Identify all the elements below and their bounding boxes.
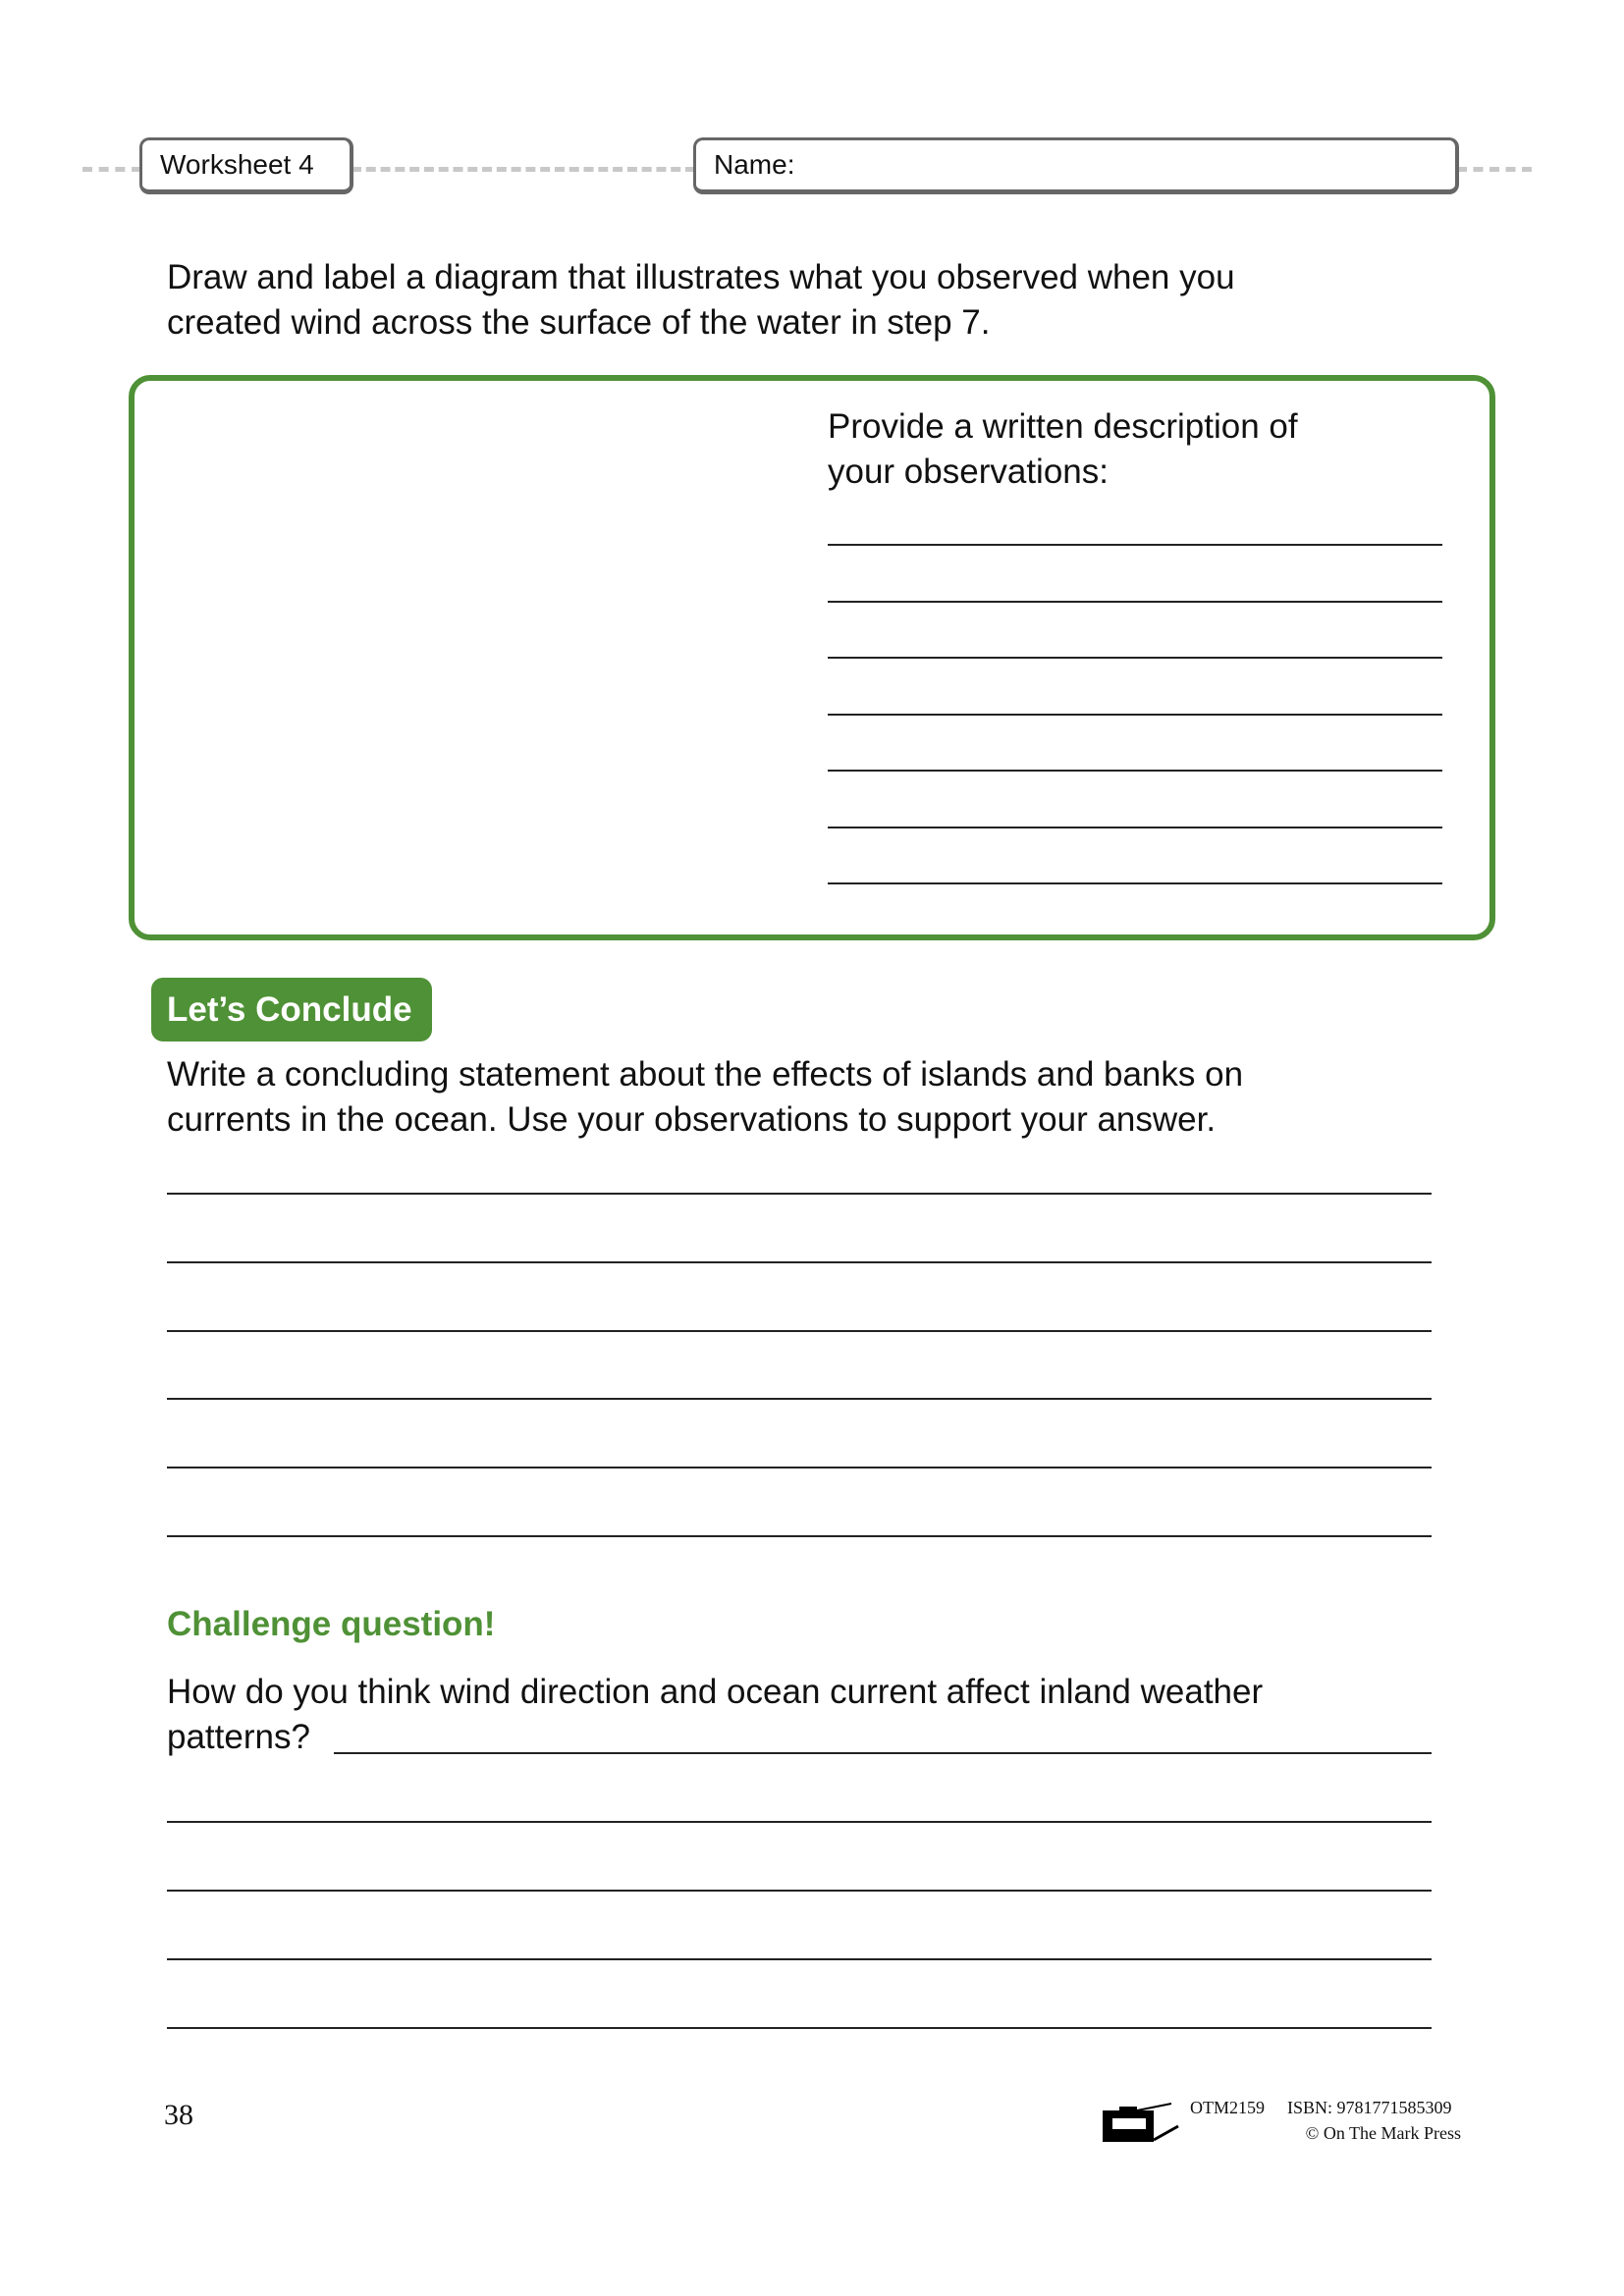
header-dashed-line-middle	[352, 167, 695, 172]
prompt-line: Provide a written description of	[828, 407, 1298, 446]
header-dashed-line-right	[1457, 167, 1532, 172]
worksheet-label: Worksheet 4	[160, 149, 314, 180]
answer-line[interactable]	[828, 882, 1442, 884]
answer-line[interactable]	[828, 770, 1442, 772]
answer-line[interactable]	[167, 2027, 1432, 2029]
challenge-question	[167, 1670, 1263, 1760]
answer-line[interactable]	[167, 1261, 1432, 1263]
page-number: 38	[164, 2099, 193, 2131]
prompt-line: your observations:	[828, 453, 1109, 491]
isbn: ISBN: 9781771585309	[1287, 2098, 1452, 2117]
name-field[interactable]	[693, 137, 1459, 194]
instruction-line: Write a concluding statement about the effects of islands and banks on	[167, 1055, 1244, 1094]
answer-line[interactable]	[828, 601, 1442, 603]
answer-line[interactable]	[828, 827, 1442, 828]
instruction-line: created wind across the surface of the water in step 7.	[167, 303, 991, 342]
answer-line[interactable]	[167, 1821, 1432, 1823]
answer-line[interactable]	[167, 1535, 1432, 1537]
answer-line[interactable]	[167, 1467, 1432, 1468]
answer-line[interactable]	[828, 714, 1442, 716]
printer-logo-icon	[1100, 2099, 1180, 2146]
answer-line[interactable]	[167, 1193, 1432, 1195]
answer-line[interactable]	[828, 544, 1442, 546]
publisher: © On The Mark Press	[1305, 2123, 1461, 2143]
answer-line[interactable]	[334, 1752, 1432, 1754]
answer-line[interactable]	[828, 657, 1442, 659]
header-dashed-line-left	[82, 167, 141, 172]
worksheet-label-box	[139, 137, 353, 194]
answer-line[interactable]	[167, 1890, 1432, 1892]
question-line: patterns?	[167, 1718, 310, 1756]
product-code: OTM2159	[1190, 2098, 1265, 2117]
name-label: Name:	[714, 149, 795, 180]
instruction-line: currents in the ocean. Use your observations to support your answer.	[167, 1100, 1217, 1139]
conclude-instruction	[167, 1052, 1243, 1143]
diagram-instruction	[167, 255, 1235, 346]
answer-line[interactable]	[167, 1958, 1432, 1960]
description-prompt	[828, 404, 1298, 495]
instruction-line: Draw and label a diagram that illustrates what you observed when you	[167, 258, 1235, 296]
answer-line[interactable]	[167, 1398, 1432, 1400]
lets-conclude-badge: Let’s Conclude	[151, 978, 432, 1041]
answer-line[interactable]	[167, 1330, 1432, 1332]
question-line: How do you think wind direction and ocean current affect inland weather	[167, 1673, 1264, 1711]
challenge-heading: Challenge question!	[167, 1605, 496, 1643]
